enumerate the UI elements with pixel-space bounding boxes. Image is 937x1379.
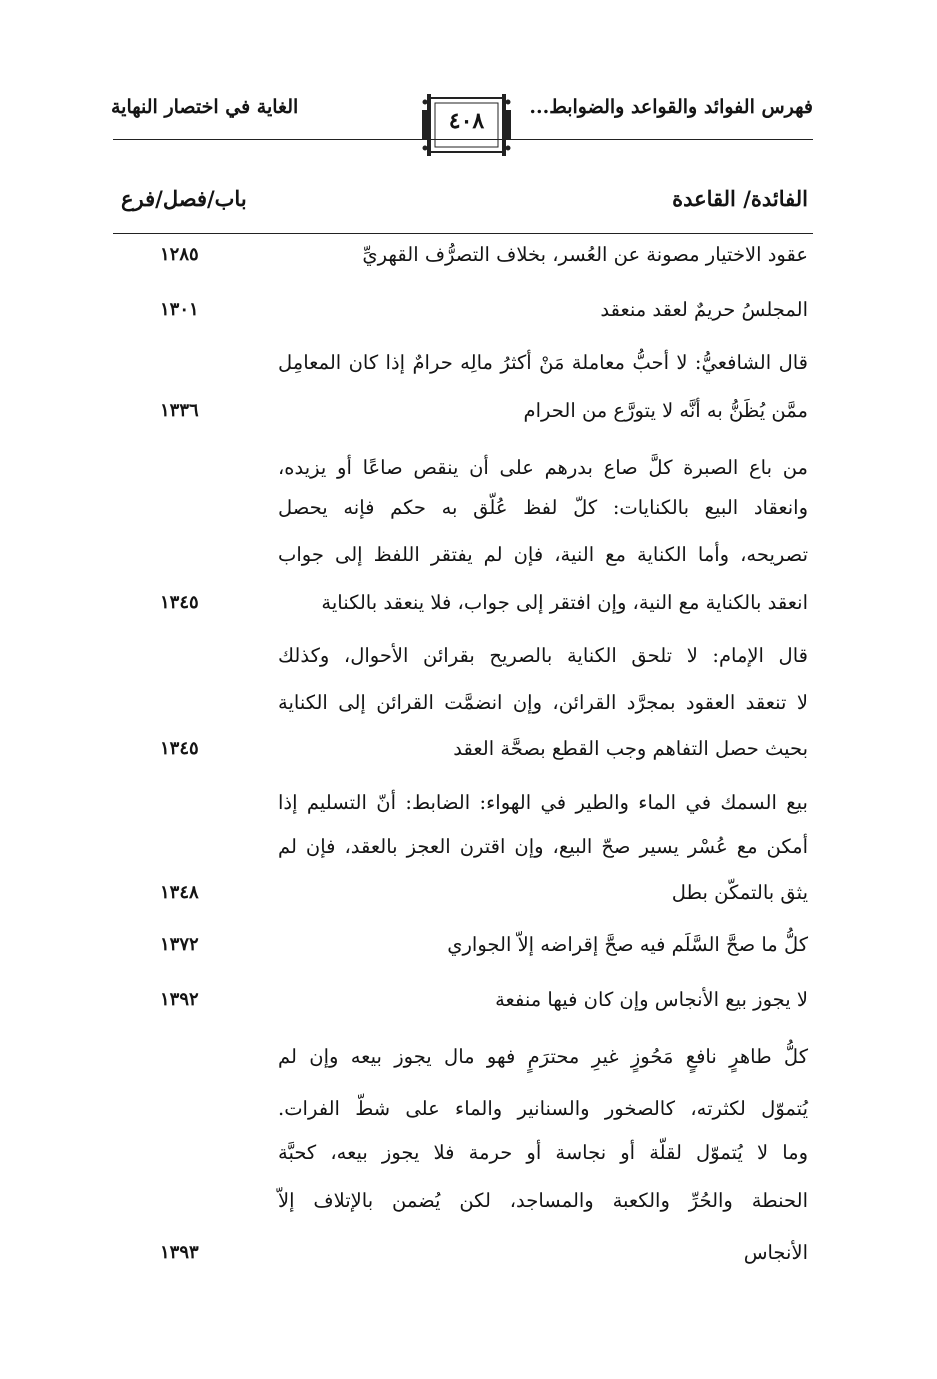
running-header-section-title: فهرس الفوائد والقواعد والضوابط...	[529, 96, 813, 118]
entry-reference-number: ١٣٩٢	[160, 989, 199, 1010]
entry-line: تصريحه، وأما الكناية مع النية، فإن لم يفتقر اللفظ إلى جواب	[278, 543, 808, 566]
entry-reference-number: ١٢٨٥	[160, 244, 199, 265]
entry-line: قال الإمام: لا تلحق الكناية بالصريح بقرائن الأحوال، وكذلك	[278, 644, 808, 667]
entry-reference-number: ١٣٣٦	[160, 400, 199, 421]
entry-line: وما لا يُتموّل لقلّة أو نجاسة أو حرمة فلا يجوز بيعه، كحبَّة	[278, 1141, 808, 1164]
entry-line: كلُّ طاهرٍ نافعٍ مَحُوزٍ غيرِ محترَمٍ فهو مال يجوز بيعه وإن لم	[278, 1045, 808, 1068]
column-header-reference: باب/فصل/فرع	[121, 186, 247, 211]
entry-reference-number: ١٣٠١	[160, 299, 199, 320]
header-rule	[113, 139, 813, 140]
entry-line: من باع الصبرة كلَّ صاع بدرهم على أن ينقص صاعًا أو يزيده،	[278, 456, 808, 479]
entry-line: يُتموّل لكثرته، كالصخور والسنانير والماء على شطّ الفرات.	[278, 1097, 808, 1120]
entry-line: المجلسُ حريمٌ لعقد منعقد	[600, 298, 808, 321]
entry-line: لا تنعقد العقود بمجرَّد القرائن، وإن انضمَّت القرائن إلى الكناية	[278, 691, 808, 714]
entry-line: ممَّن يُظَنُّ به أنَّه لا يتورَّع من الحرام	[523, 399, 808, 422]
entry-line: أمكن مع عُسْر يسير صحّ البيع، وإن اقترن العجز بالعقد، فإن لم	[278, 835, 808, 858]
entry-line: الأنجاس	[743, 1241, 808, 1264]
entry-line: كلُّ ما صحَّ السَّلَم فيه صحَّ إقراضه إلاّ الجواري	[447, 933, 808, 956]
page-number: ٤٠٨	[448, 108, 485, 134]
column-header-rule	[113, 233, 813, 234]
entry-line: الحنطة والحُرِّ والكعبة والمساجد، لكن يُضمن بالإتلاف إلاّ	[278, 1189, 808, 1212]
entry-reference-number: ١٣٤٥	[160, 592, 199, 613]
entry-line: بيع السمك في الماء والطير في الهواء: الضابط: أنّ التسليم إذا	[278, 791, 808, 814]
entry-line: عقود الاختيار مصونة عن العُسر، بخلاف التصرُّف القهريِّ	[362, 243, 808, 266]
running-header-book-title: الغاية في اختصار النهاية	[111, 96, 299, 118]
entry-line: قال الشافعيُّ: لا أحبُّ معاملة مَنْ أكثرُ مالِه حرامٌ إذا كان المعامِل	[278, 351, 808, 374]
column-header-rule-text: الفائدة/ القاعدة	[672, 186, 808, 211]
entry-reference-number: ١٣٧٢	[160, 934, 199, 955]
entry-line: انعقد بالكناية مع النية، وإن افتقر إلى جواب، فلا ينعقد بالكناية	[321, 591, 808, 614]
entry-line: بحيث حصل التفاهم وجب القطع بصحَّة العقد	[453, 737, 808, 760]
entry-line: يثق بالتمكّن بطل	[671, 881, 808, 904]
entry-reference-number: ١٣٩٣	[160, 1242, 199, 1263]
entry-line: وانعقاد البيع بالكنايات: كلّ لفظ عُلّق به حكم فإنه يحصل	[278, 496, 808, 519]
entry-reference-number: ١٣٤٥	[160, 738, 199, 759]
entry-reference-number: ١٣٤٨	[160, 882, 199, 903]
entry-line: لا يجوز بيع الأنجاس وإن كان فيها منفعة	[495, 988, 808, 1011]
